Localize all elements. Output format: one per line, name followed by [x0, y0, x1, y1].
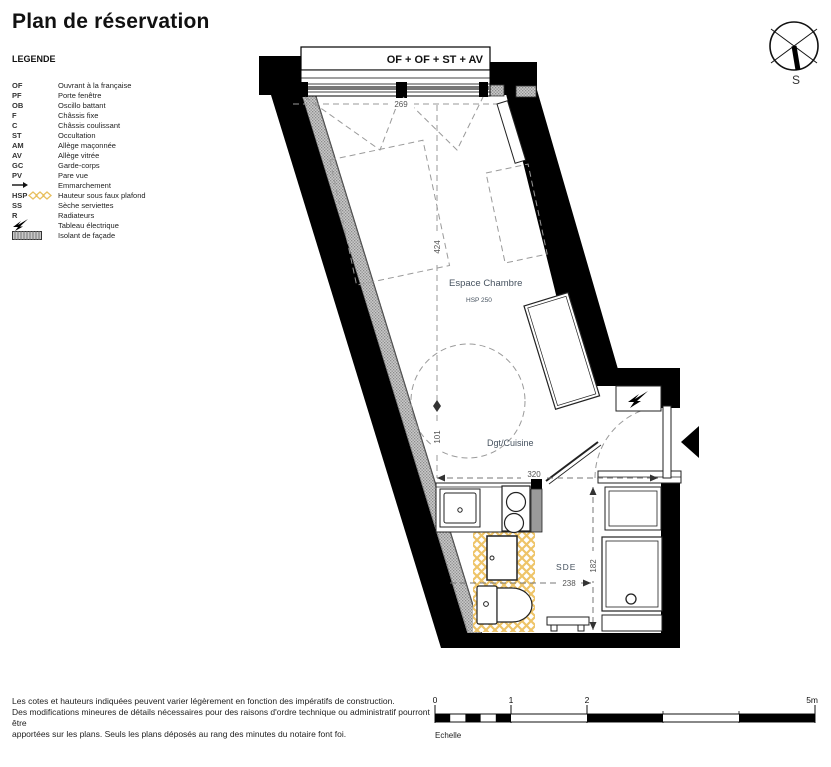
- dim-sde-width: 238: [562, 579, 576, 588]
- scale-label-2: 2: [584, 695, 590, 705]
- legend-item-pv: [12, 170, 242, 180]
- shower-drain: [626, 594, 636, 604]
- legend-item-tableau-electrique: [12, 220, 242, 230]
- dim-arrow-182-bottom: [590, 622, 597, 630]
- legend-abbr: [12, 181, 58, 189]
- compass-south-needle: [794, 46, 798, 70]
- legend-label: Oscillo battant: [58, 100, 106, 110]
- legend-abbr: R: [12, 210, 18, 220]
- legend-item-ss: [12, 200, 242, 210]
- legend-abbr: [12, 231, 58, 240]
- legend-label: Allège maçonnée: [58, 140, 116, 150]
- hsp-diamonds-icon: [28, 191, 52, 200]
- insulation-icon: [12, 231, 42, 240]
- window-label: OF + OF + ST + AV: [386, 54, 483, 66]
- window-assembly: [299, 47, 490, 99]
- legend-item-ob: [12, 100, 242, 110]
- page-title: Plan de réservation: [12, 10, 210, 33]
- shower-step: [602, 615, 662, 631]
- legend-item-isolant: [12, 230, 242, 240]
- legend-label: Allège vitrée: [58, 150, 100, 160]
- legend-item-av: [12, 150, 242, 160]
- entrance-door-swing: [595, 406, 667, 478]
- scale-seg: [435, 714, 450, 722]
- legend-item-hsp: [12, 190, 242, 200]
- partition-wall: [531, 489, 542, 532]
- sliding-door: [546, 442, 598, 481]
- dim-tick-mid-down: [433, 406, 441, 412]
- legend-abbr: AV: [12, 150, 22, 160]
- kitchen: [436, 442, 601, 533]
- legend-label: Châssis fixe: [58, 110, 99, 120]
- bench-seat: [547, 617, 589, 625]
- hob-burner-bottom: [505, 514, 524, 533]
- footer-disclaimer: [12, 696, 432, 740]
- legend-abbr: OF: [12, 80, 23, 90]
- footer-line-2: Des modifications mineures de détails nécessaires pour des raisons d'ordre technique ou administratif pourront être: [12, 707, 430, 728]
- scale-seg: [587, 714, 663, 722]
- legend-abbr: C: [12, 120, 18, 130]
- scale-label-0: 0: [432, 695, 438, 705]
- insulation-block-right: [516, 86, 536, 97]
- legend-label: Radiateurs: [58, 210, 95, 220]
- entrance: [616, 386, 699, 478]
- legend-label: Porte fenêtre: [58, 90, 102, 100]
- entry-wall-jamb-top: [661, 386, 680, 408]
- legend-item-gc: [12, 160, 242, 170]
- label-sde: SDE: [556, 562, 577, 572]
- dim-sde-height: 182: [589, 559, 598, 573]
- legend-label: Ouvrant à la française: [58, 80, 132, 90]
- legend-abbr: ST: [12, 130, 22, 140]
- window-hinge-left: [299, 82, 308, 97]
- legend-label: Occultation: [58, 130, 96, 140]
- toilet-bowl: [497, 588, 532, 622]
- casement-swing-right: [403, 97, 483, 150]
- bench-leg-left: [551, 625, 557, 631]
- washbasin-inner: [609, 491, 657, 526]
- bench-leg-right: [578, 625, 584, 631]
- legend-abbr: [12, 219, 58, 231]
- window-hinge-center: [396, 82, 407, 99]
- dim-kitchen-width: 320: [527, 470, 541, 479]
- legend-item-st: [12, 130, 242, 140]
- dim-arrow-182-top: [590, 487, 597, 495]
- dim-arrow-320-left: [437, 475, 445, 482]
- legend-abbr: [12, 191, 58, 200]
- legend-abbr: SS: [12, 200, 23, 210]
- footer-line-1: Les cotes et hauteurs indiquées peuvent varier légèrement en fonction des impératifs de construction.: [12, 696, 395, 706]
- legend-label: Hauteur sous faux plafond: [58, 190, 146, 200]
- legend-item-f: [12, 110, 242, 120]
- compass-south-label: S: [791, 73, 801, 87]
- lightning-icon: [12, 219, 34, 231]
- legend-label: Garde-corps: [58, 160, 100, 170]
- legend-label: Châssis coulissant: [58, 120, 121, 130]
- legend-item-c: [12, 120, 242, 130]
- legend-heading: LEGENDE: [12, 54, 56, 64]
- legend-abbr: AM: [12, 140, 24, 150]
- legend-item-am: [12, 140, 242, 150]
- interior-finish-line: [316, 96, 482, 634]
- dim-window: 269: [394, 100, 408, 109]
- left-wall: [259, 56, 472, 648]
- facade-insulation-strip: [302, 95, 481, 633]
- legend-label: Pare vue: [58, 170, 89, 180]
- legend-abbr: PF: [12, 90, 22, 100]
- dim-kitchen-depth: 101: [433, 430, 442, 444]
- hob-burner-top: [507, 493, 526, 512]
- scale-seg: [465, 714, 480, 722]
- legend-label: Emmarchement: [58, 180, 111, 190]
- legend-abbr: F: [12, 110, 17, 120]
- dim-tick-mid-up: [433, 400, 441, 406]
- right-wall-lower: [661, 478, 680, 648]
- toilet-tank: [477, 586, 497, 624]
- scale-seg: [739, 714, 815, 722]
- legend-item-emmarchement: [12, 180, 242, 190]
- legend-item-pf: [12, 90, 242, 100]
- scale-seg: [496, 714, 511, 722]
- bottom-wall: [441, 633, 680, 648]
- window-hinge-right: [479, 82, 488, 97]
- sliding-door-rail: [549, 445, 601, 484]
- label-chambre-hsp: HSP 250: [466, 297, 492, 304]
- legend-item-of: [12, 80, 242, 90]
- compass: [770, 22, 818, 87]
- legend-hsp-text: HSP: [12, 190, 28, 200]
- legend-label: Sèche serviettes: [58, 200, 114, 210]
- dim-chambre-length: 424: [433, 240, 442, 254]
- entrance-door-leaf: [663, 406, 671, 478]
- label-cuisine: Dgt/Cuisine: [487, 438, 534, 448]
- shower-panel: [487, 536, 517, 580]
- footer-line-3: apportées sur les plans. Seuls les plans déposés au rang des minutes du notaire font foi.: [12, 729, 347, 739]
- scale-bar: [433, 695, 818, 740]
- legend-label: Isolant de façade: [58, 230, 116, 240]
- arrow-right-icon: [12, 181, 28, 189]
- scale-label-1: 1: [508, 695, 514, 705]
- legend-abbr: PV: [12, 170, 23, 180]
- legend-abbr: GC: [12, 160, 24, 170]
- scale-label-5m: 5m: [806, 695, 818, 705]
- legend-abbr: OB: [12, 100, 24, 110]
- legend-label: Tableau électrique: [58, 220, 119, 230]
- label-chambre: Espace Chambre: [449, 278, 523, 289]
- entry-arrow-icon: [681, 426, 699, 458]
- scale-caption: Echelle: [435, 731, 462, 740]
- legend: [12, 54, 242, 240]
